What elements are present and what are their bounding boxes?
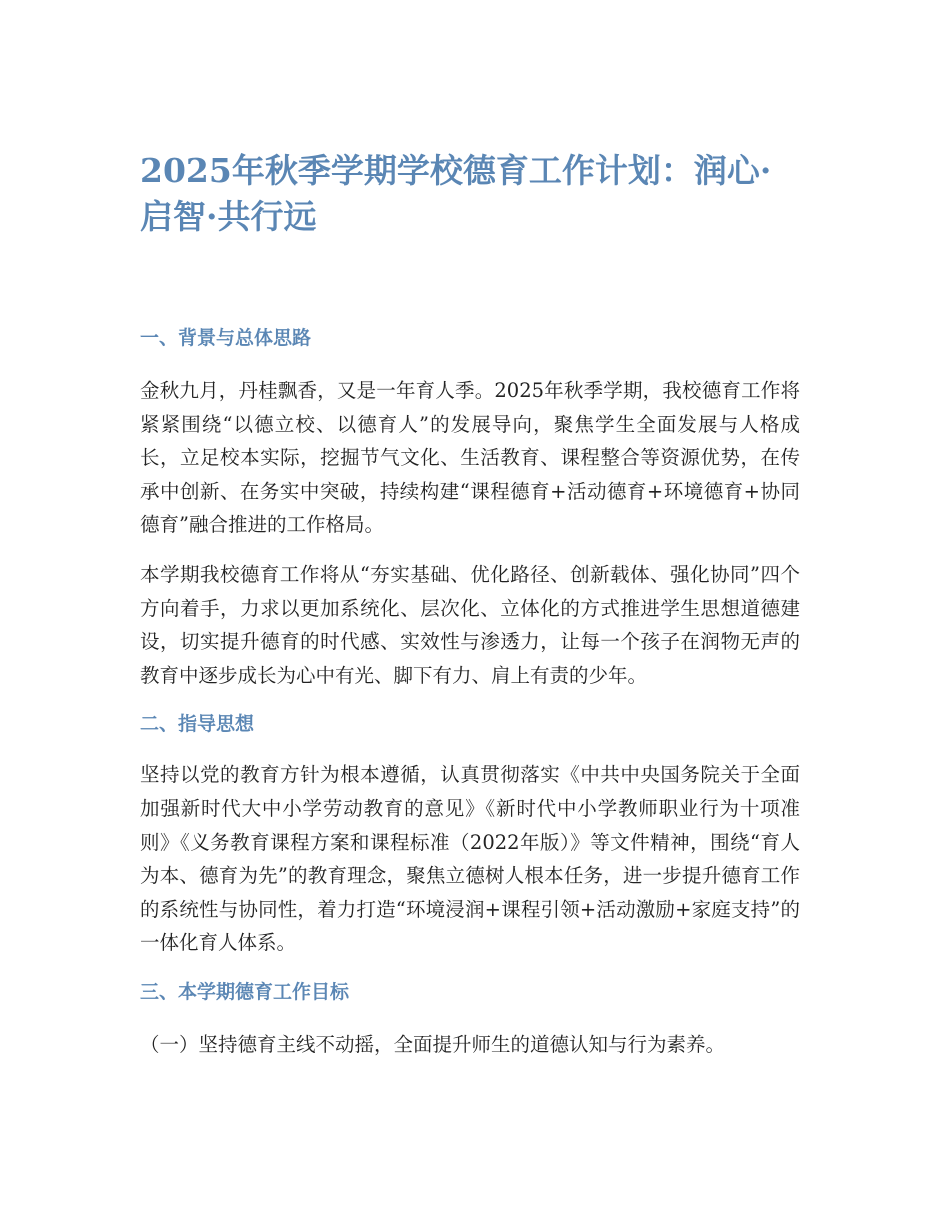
paragraph-goal-1: （一）坚持德育主线不动摇，全面提升师生的道德认知与行为素养。	[140, 1032, 726, 1056]
paragraph-background-2: 本学期我校德育工作将从“夯实基础、优化路径、创新载体、强化协同”四个方向着手，力求以更加系统化、层次化、立体化的方式推进学生思想道德建设，切实提升德育的时代感、实效性与渗透力，让每一个孩子在润物无声的教育中逐步成长为心中有光、脚下有力、肩上有责的少年。	[140, 562, 800, 687]
section-heading-guiding-thought: 二、指导思想	[140, 713, 255, 736]
document-body	[140, 148, 800, 1062]
paragraph-guiding-thought: 坚持以党的教育方针为根本遵循，认真贯彻落实《中共中央国务院关于全面加强新时代大中小学劳动教育的意见》《新时代中小学教师职业行为十项准则》《义务教育课程方案和课程标准（2022年版）》等文件精神，围绕“育人为本、德育为先”的教育理念，聚焦立德树人根本任务，进一步提升德育工作的系统性与协同性，着力打造“环境浸润+课程引领+活动激励+家庭支持”的一体化育人体系。	[140, 763, 800, 955]
paragraph-background-1: 金秋九月，丹桂飘香，又是一年育人季。2025年秋季学期，我校德育工作将紧紧围绕“以德立校、以德育人”的发展导向，聚焦学生全面发展与人格成长，立足校本实际，挖掘节气文化、生活教育、课程整合等资源优势，在传承中创新、在务实中突破，持续构建“课程德育+活动德育+环境德育+协同德育”融合推进的工作格局。	[140, 379, 800, 537]
document-title: 2025年秋季学期学校德育工作计划：润心·启智·共行远	[140, 151, 772, 236]
section-heading-background: 一、背景与总体思路	[140, 327, 312, 349]
section-heading-goals: 三、本学期德育工作目标	[140, 980, 350, 1003]
